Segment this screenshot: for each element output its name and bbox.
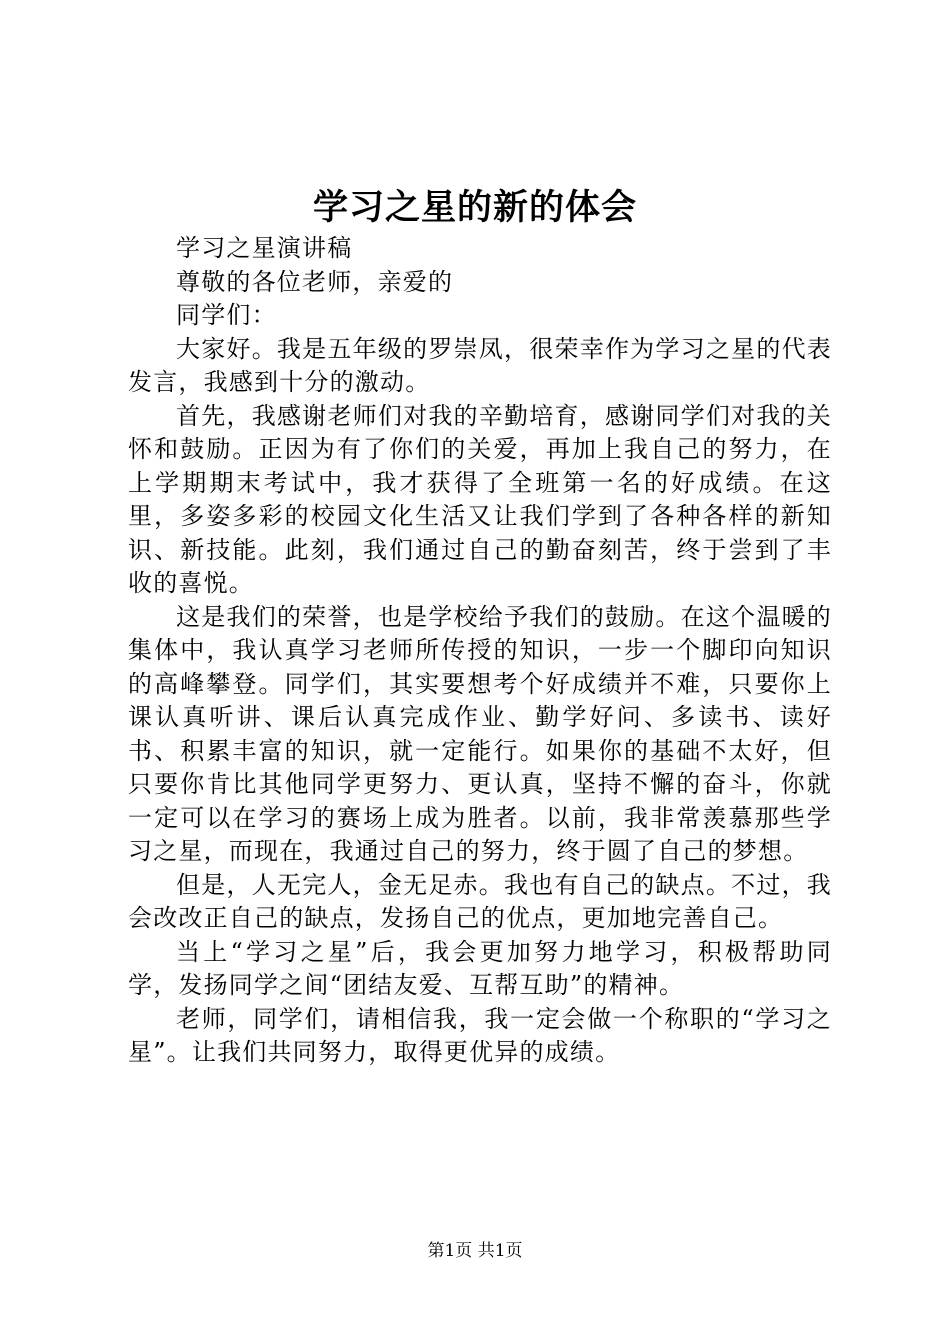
document-title: 学习之星的新的体会 xyxy=(312,187,637,228)
paragraph-honor: 这是我们的荣誉，也是学校给予我们的鼓励。在这个温暖的集体中，我认真学习老师所传授的知识，一步一个脚印向知识的高峰攀登。同学们，其实要想考个好成绩并不难，只要你上课认真听讲、课后认真完成作业、勤学好问、多读书、读好书、积累丰富的知识，就一定能行。如果你的基础不太好，但只要你肯比其他同学更努力、更认真，坚持不懈的奋斗，你就一定可以在学习的赛场上成为胜者。以前，我非常羡慕那些学习之星，而现在，我通过自己的努力，终于圆了自己的梦想。 xyxy=(128,602,832,865)
paragraph-greeting: 大家好。我是五年级的罗崇凤，很荣幸作为学习之星的代表发言，我感到十分的激动。 xyxy=(128,334,832,396)
page-number-footer: 第1页 共1页 xyxy=(427,1241,523,1261)
paragraph-commitment: 当上“学习之星”后，我会更加努力地学习，积极帮助同学，发扬同学之间“团结友爱、互帮互助”的精神。 xyxy=(128,937,832,999)
paragraph-thanks: 首先，我感谢老师们对我的辛勤培育，感谢同学们对我的关怀和鼓励。正因为有了你们的关爱，再加上我自己的努力，在上学期期末考试中，我才获得了全班第一名的好成绩。在这里，多姿多彩的校园文化生活又让我们学到了各种各样的新知识、新技能。此刻，我们通过自己的勤奋刻苦，终于尝到了丰收的喜悦。 xyxy=(128,401,832,597)
paragraph-salutation-students: 同学们： xyxy=(176,301,277,329)
paragraph-closing: 老师，同学们，请相信我，我一定会做一个称职的“学习之星”。让我们共同努力，取得更优异的成绩。 xyxy=(128,1004,832,1066)
paragraph-shortcomings: 但是，人无完人，金无足赤。我也有自己的缺点。不过，我会改改正自己的缺点，发扬自己的优点，更加地完善自己。 xyxy=(128,870,832,932)
paragraph-speech-heading: 学习之星演讲稿 xyxy=(176,234,353,262)
paragraph-salutation-teachers: 尊敬的各位老师，亲爱的 xyxy=(176,267,454,296)
document-body xyxy=(128,232,832,1070)
